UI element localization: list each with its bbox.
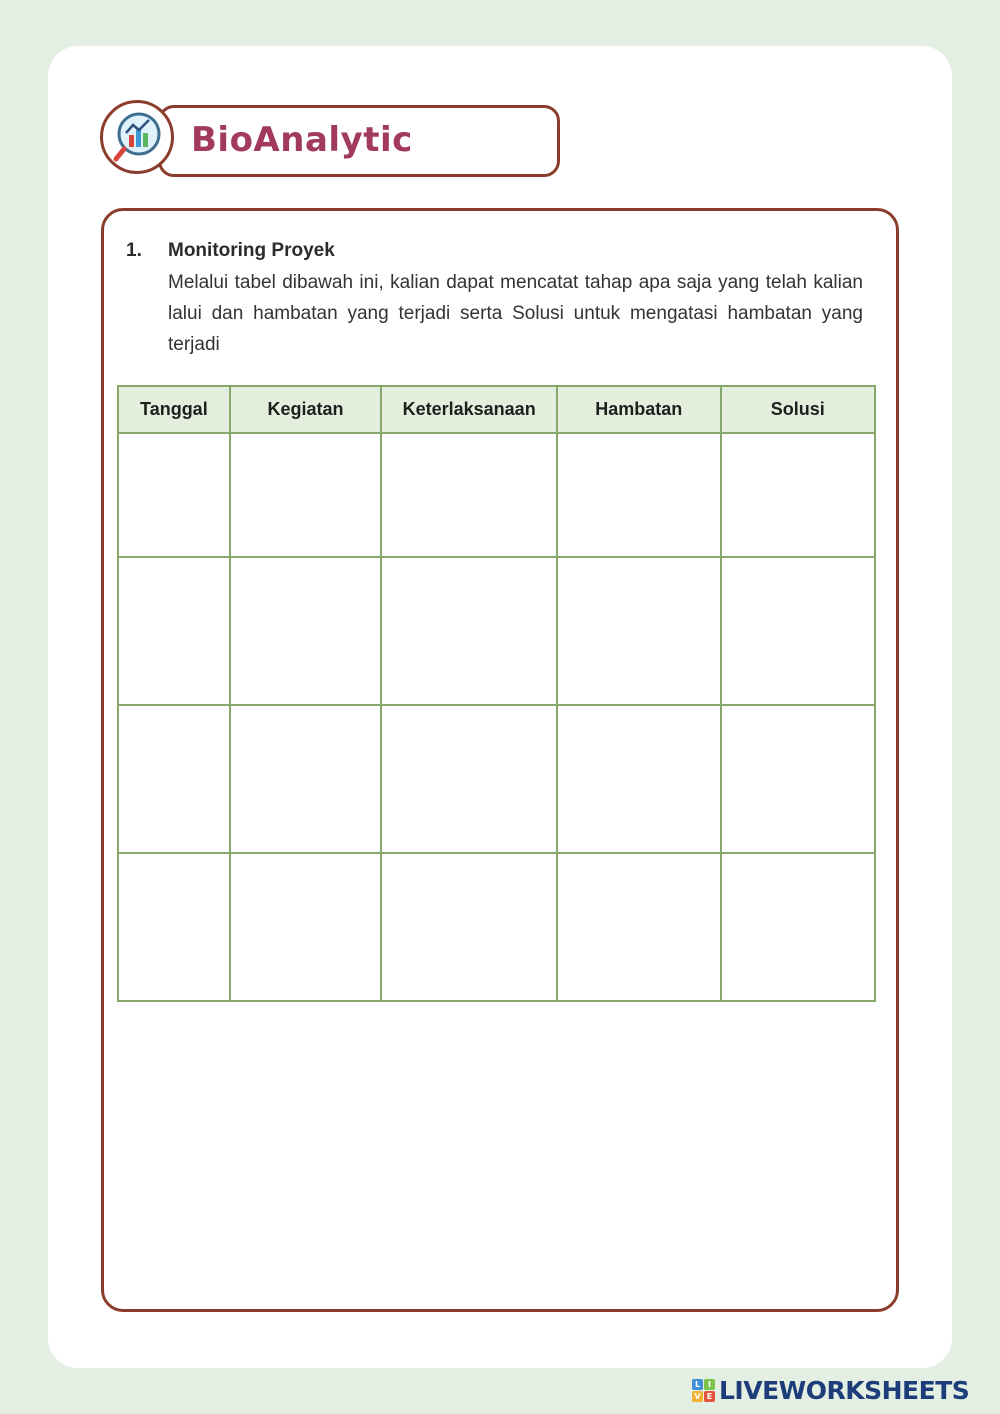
- table-cell[interactable]: [557, 557, 721, 705]
- table-cell[interactable]: [557, 705, 721, 853]
- table-cell[interactable]: [118, 557, 230, 705]
- table-cell[interactable]: [381, 705, 557, 853]
- table-cell[interactable]: [557, 433, 721, 557]
- column-header-kegiatan: Kegiatan: [230, 386, 382, 433]
- title-banner: [158, 105, 560, 177]
- table-cell[interactable]: [381, 433, 557, 557]
- magnifier-chart-icon: [100, 100, 174, 174]
- logo-graphic: [103, 103, 171, 171]
- logo-badge-letter: V: [692, 1391, 703, 1402]
- table-cell[interactable]: [381, 853, 557, 1001]
- logo-badge-letter: E: [704, 1391, 715, 1402]
- table-cell[interactable]: [230, 705, 382, 853]
- column-header-tanggal: Tanggal: [118, 386, 230, 433]
- table-cell[interactable]: [721, 853, 875, 1001]
- liveworksheets-logo-icon: [692, 1379, 716, 1403]
- table-cell[interactable]: [118, 853, 230, 1001]
- column-header-keterlaksanaan: Keterlaksanaan: [381, 386, 557, 433]
- table-cell[interactable]: [381, 557, 557, 705]
- logo-badge-letter: L: [692, 1379, 703, 1390]
- table-row: [118, 853, 875, 1001]
- column-header-hambatan: Hambatan: [557, 386, 721, 433]
- table-row: [118, 557, 875, 705]
- question-number: 1.: [126, 240, 142, 261]
- table-cell[interactable]: [230, 557, 382, 705]
- section-description: Melalui tabel dibawah ini, kalian dapat mencatat tahap apa saja yang telah kalian lalui dan hambatan yang terjadi serta Solusi untuk mengatasi hambatan yang terjadi: [168, 272, 863, 355]
- table-cell[interactable]: [721, 557, 875, 705]
- column-header-solusi: Solusi: [721, 386, 875, 433]
- table-cell[interactable]: [721, 433, 875, 557]
- section-title: Monitoring Proyek: [168, 240, 335, 261]
- table-cell[interactable]: [230, 433, 382, 557]
- table-header-row: [118, 386, 875, 433]
- table-cell[interactable]: [721, 705, 875, 853]
- logo-badge-letter: I: [704, 1379, 715, 1390]
- table-cell[interactable]: [557, 853, 721, 1001]
- monitoring-table: [117, 385, 876, 1002]
- app-title: BioAnalytic: [191, 120, 413, 160]
- table-cell[interactable]: [230, 853, 382, 1001]
- table-cell[interactable]: [118, 433, 230, 557]
- table-row: [118, 705, 875, 853]
- watermark-text: LIVEWORKSHEETS: [719, 1376, 970, 1405]
- table-row: [118, 433, 875, 557]
- table-cell[interactable]: [118, 705, 230, 853]
